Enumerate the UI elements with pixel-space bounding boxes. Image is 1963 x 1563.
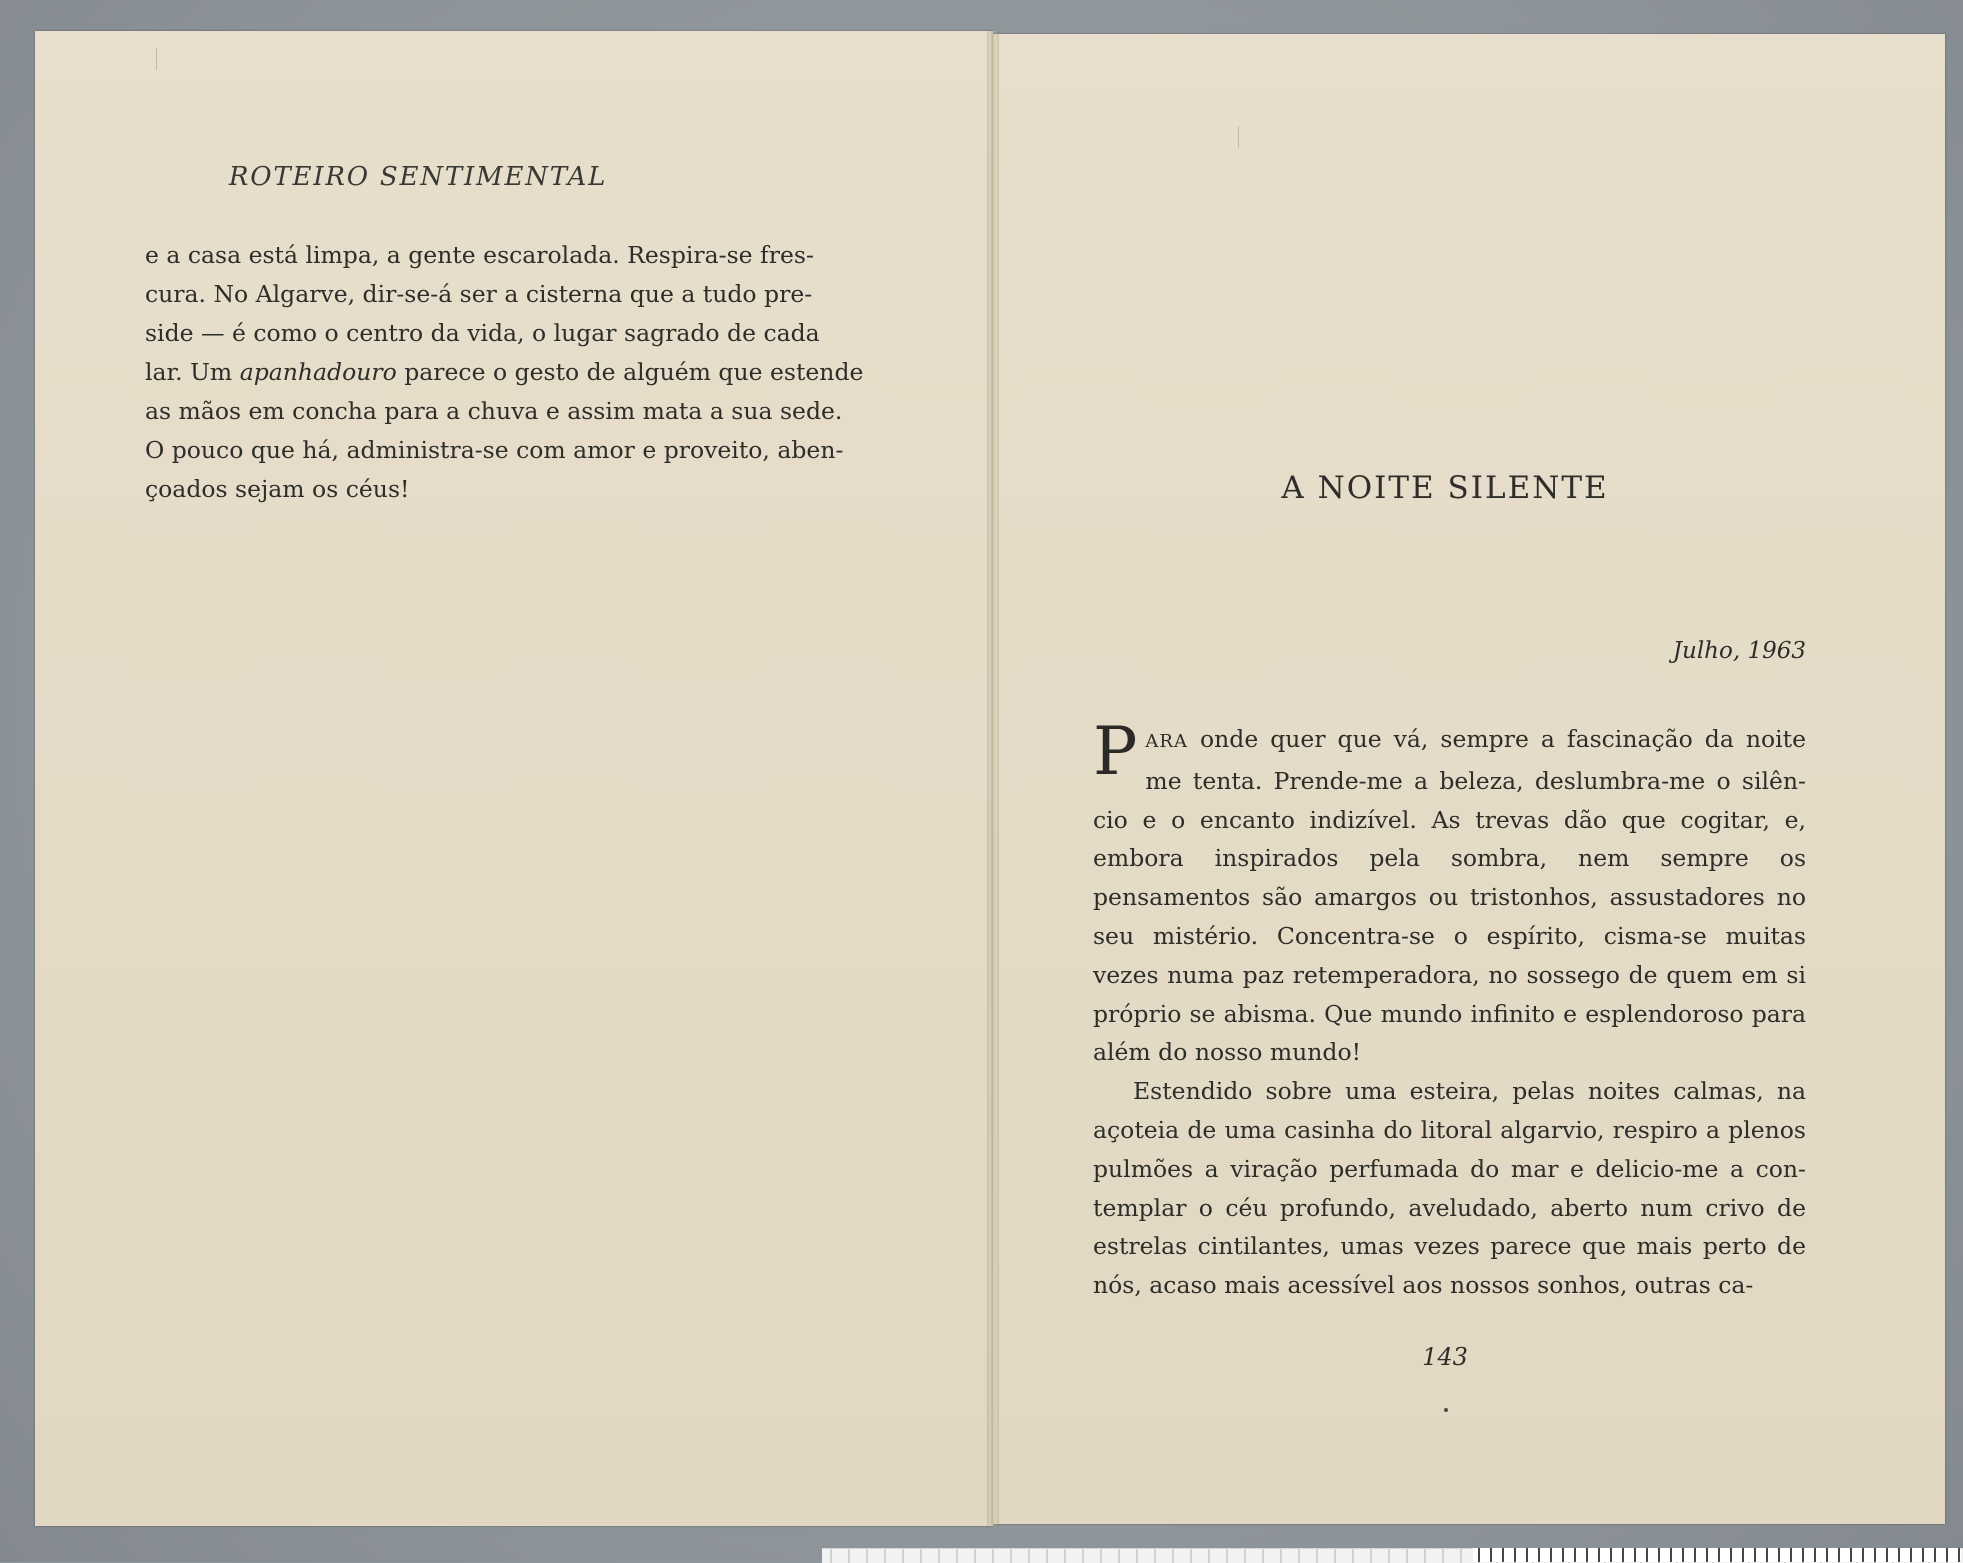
- scan-ruler-dark: [1473, 1548, 1961, 1562]
- book-spine: [987, 31, 999, 1526]
- running-head: ROTEIRO SENTIMENTAL: [228, 162, 608, 192]
- page-number: 143: [1422, 1343, 1468, 1371]
- paragraph: Estendido sobre uma esteira, pelas noites calmas, na açoteia de uma casinha do litoral algarvio, respiro a plenos pulmões a viração perfumada do mar e delicio-me a con-templar o céu profundo, aveludado, aberto num crivo de estrelas cintilantes, umas vezes parece que mais perto de nós, acaso mais acessível aos nossos sonhos, outras ca-: [1093, 1077, 1806, 1300]
- text-line: side — é como o centro da vida, o lugar sagrado de cada: [145, 319, 820, 347]
- paper-mark: [156, 48, 157, 70]
- italic-term: apanhadouro: [239, 358, 397, 386]
- left-page-text: [145, 236, 891, 509]
- text-line: as mãos em concha para a chuva e assim mata a sua sede.: [145, 397, 843, 425]
- text-line: e a casa está limpa, a gente escarolada. Respira-se fres-: [145, 241, 814, 269]
- text-line: cura. No Algarve, dir-se-á ser a cisterna que a tudo pre-: [145, 280, 813, 308]
- text-line: çoados sejam os céus!: [145, 475, 410, 503]
- right-page-text: [1093, 713, 1806, 1305]
- text-line: O pouco que há, administra-se com amor e proveito, aben-: [145, 436, 844, 464]
- chapter-date: Julho, 1963: [1672, 638, 1806, 664]
- drop-cap: P: [1093, 713, 1138, 790]
- chapter-title: A NOITE SILENTE: [1281, 470, 1609, 506]
- paper-speck: [1444, 1408, 1448, 1412]
- paragraph: PARA onde quer que vá, sempre a fascinação da noite me tenta. Prende-me a beleza, deslumbra-me o silên-cio e o encanto indizível. As trevas dão que cogitar, e, embora inspirados pela sombra, nem sempre os pensamentos são amargos ou tristonhos, assustadores no seu mistério. Concentra-se o espírito, cisma-se muitas vezes numa paz retemperadora, no sossego de quem em si próprio se abisma. Que mundo infinito e esplendoroso para além do nosso mundo!: [1093, 713, 1806, 1067]
- text-line: lar. Um apanhadouro parece o gesto de alguém que estende: [145, 358, 864, 386]
- small-caps-word: ARA: [1145, 731, 1188, 752]
- paper-mark: [1238, 126, 1239, 148]
